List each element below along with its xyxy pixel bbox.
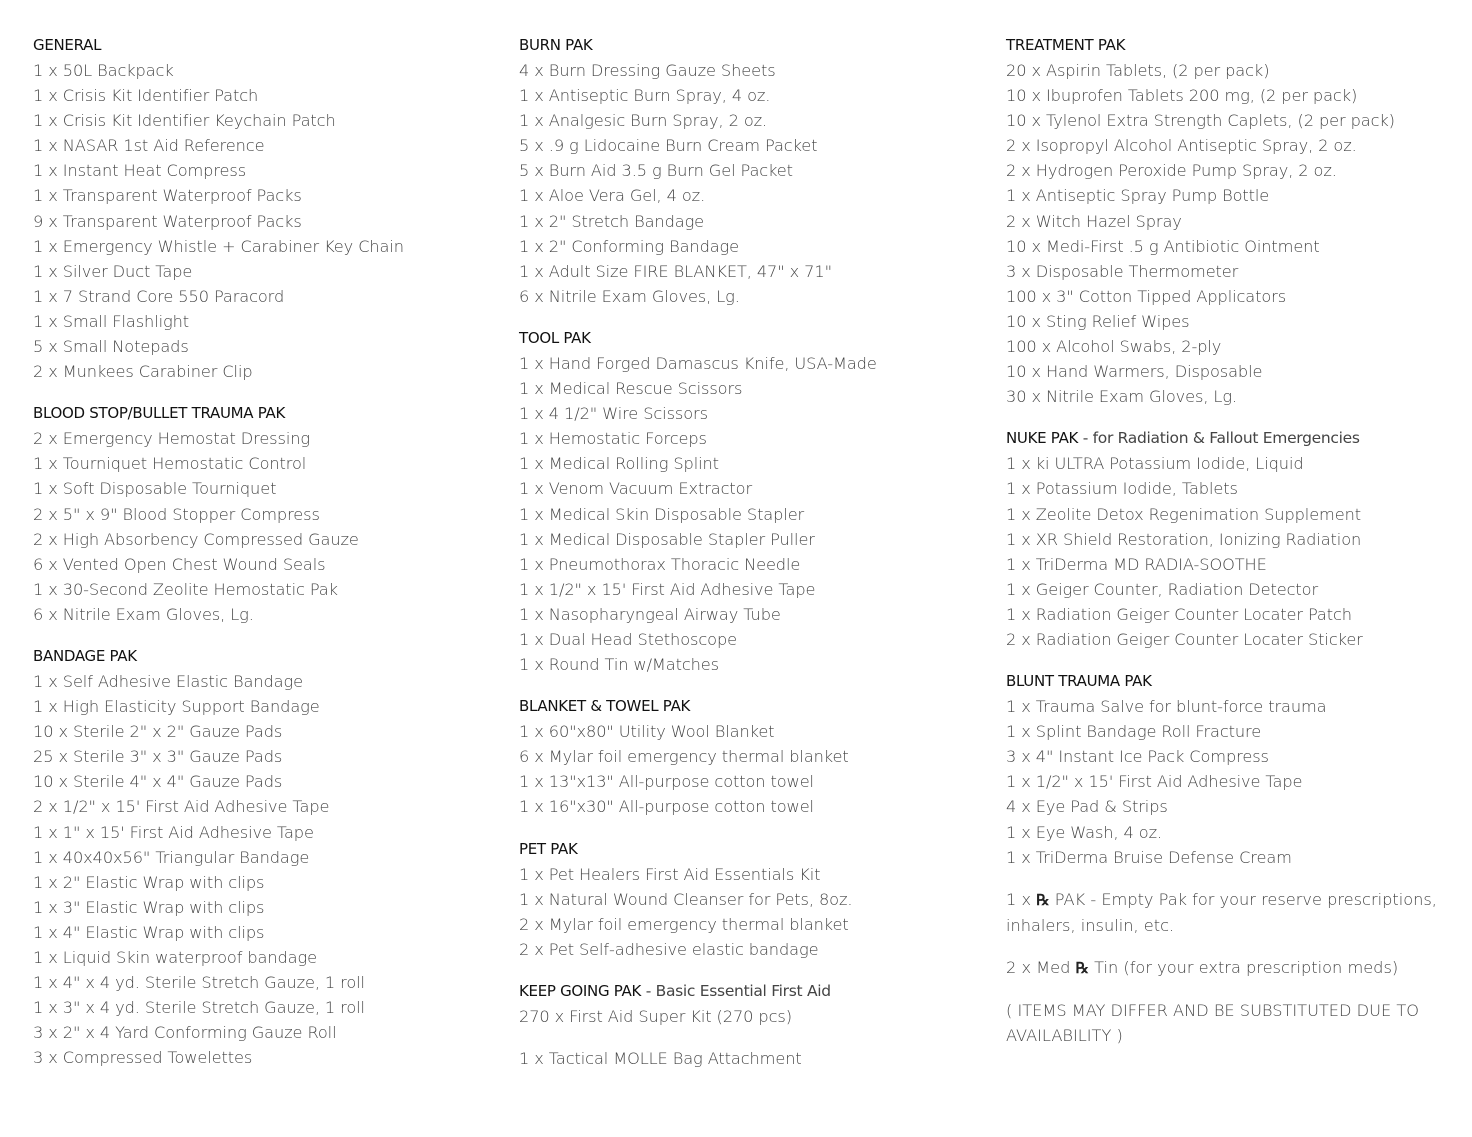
rx-pak-paragraph bbox=[1006, 887, 1446, 938]
treatment-item: 1 x Antiseptic Spray Pump Bottle bbox=[1006, 186, 1270, 206]
treatment-item: 10 x Tylenol Extra Strength Caplets, (2 per pack) bbox=[1006, 111, 1395, 131]
blunt-item: 1 x Trauma Salve for blunt-force trauma bbox=[1006, 697, 1327, 717]
nuke-item: 1 x Geiger Counter, Radiation Detector bbox=[1006, 579, 1319, 599]
treatment-item: 100 x Alcohol Swabs, 2-ply bbox=[1006, 337, 1222, 357]
general-item: 2 x Munkees Carabiner Clip bbox=[33, 362, 253, 382]
column-2 bbox=[519, 33, 989, 1071]
bandage-item: 1 x 1" x 15' First Aid Adhesive Tape bbox=[33, 822, 314, 842]
blood-stop-item: 2 x Emergency Hemostat Dressing bbox=[33, 429, 311, 449]
bandage-section bbox=[33, 644, 493, 1071]
bandage-item: 1 x 3" Elastic Wrap with clips bbox=[33, 897, 265, 917]
bandage-item: 10 x Sterile 4" x 4" Gauze Pads bbox=[33, 772, 283, 792]
general-item: 1 x Instant Heat Compress bbox=[33, 161, 247, 181]
treatment-item: 2 x Isopropyl Alcohol Antiseptic Spray, 2 oz. bbox=[1006, 136, 1357, 156]
treatment-item: 20 x Aspirin Tablets, (2 per pack) bbox=[1006, 61, 1270, 80]
burn-item: 1 x Aloe Vera Gel, 4 oz. bbox=[519, 186, 706, 206]
blanket-item: 1 x 16"x30" All-purpose cotton towel bbox=[519, 797, 814, 817]
general-item: 1 x Small Flashlight bbox=[33, 311, 190, 331]
treatment-section bbox=[1006, 33, 1446, 409]
column-1 bbox=[33, 33, 493, 1087]
keep-going-subtitle: - Basic Essential First Aid bbox=[641, 981, 831, 1000]
tool-item: 1 x Medical Rescue Scissors bbox=[519, 379, 743, 399]
blood-stop-item: 1 x Soft Disposable Tourniquet bbox=[33, 479, 277, 499]
blood-stop-heading: BLOOD STOP/BULLET TRAUMA PAK bbox=[33, 404, 285, 423]
general-item: 1 x 50L Backpack bbox=[33, 61, 174, 80]
bandage-item: 2 x 1/2" x 15' First Aid Adhesive Tape bbox=[33, 797, 330, 817]
med-tin-suffix: Tin (for your extra prescription meds) bbox=[1088, 957, 1399, 977]
tool-item: 1 x Hand Forged Damascus Knife, USA-Made bbox=[519, 353, 877, 373]
blunt-section bbox=[1006, 669, 1446, 870]
bandage-item: 3 x 2" x 4 Yard Conforming Gauze Roll bbox=[33, 1023, 337, 1043]
bandage-item: 1 x 4" Elastic Wrap with clips bbox=[33, 922, 265, 942]
blood-stop-item: 6 x Nitrile Exam Gloves, Lg. bbox=[33, 604, 254, 624]
nuke-title: NUKE PAK bbox=[1006, 429, 1079, 448]
blanket-heading: BLANKET & TOWEL PAK bbox=[519, 697, 691, 716]
blanket-section bbox=[519, 694, 989, 819]
tool-item: 1 x Medical Rolling Splint bbox=[519, 454, 719, 474]
blood-stop-item: 2 x High Absorbency Compressed Gauze bbox=[33, 529, 359, 549]
pet-item: 2 x Mylar foil emergency thermal blanket bbox=[519, 914, 849, 934]
general-item: 1 x Transparent Waterproof Packs bbox=[33, 186, 302, 206]
treatment-item: 10 x Hand Warmers, Disposable bbox=[1006, 362, 1263, 382]
treatment-item: 10 x Ibuprofen Tablets 200 mg, (2 per pack) bbox=[1006, 86, 1358, 106]
blunt-item: 3 x 4" Instant Ice Pack Compress bbox=[1006, 747, 1269, 767]
rx-pak-prefix: 1 x bbox=[1006, 889, 1037, 909]
treatment-item: 10 x Sting Relief Wipes bbox=[1006, 311, 1190, 331]
blanket-item: 6 x Mylar foil emergency thermal blanket bbox=[519, 747, 849, 767]
tool-section bbox=[519, 326, 989, 677]
tool-item: 1 x Medical Skin Disposable Stapler bbox=[519, 504, 805, 524]
treatment-item: 2 x Witch Hazel Spray bbox=[1006, 211, 1182, 231]
burn-item: 5 x .9 g Lidocaine Burn Cream Packet bbox=[519, 136, 818, 156]
blood-stop-item: 6 x Vented Open Chest Wound Seals bbox=[33, 554, 326, 574]
blunt-item: 1 x Splint Bandage Roll Fracture bbox=[1006, 722, 1262, 742]
nuke-item: 1 x Potassium Iodide, Tablets bbox=[1006, 479, 1238, 499]
rx-pak-line1: PAK - Empty Pak for your reserve prescriptions, bbox=[1049, 889, 1437, 909]
bandage-item: 1 x Self Adhesive Elastic Bandage bbox=[33, 671, 303, 691]
general-item: 5 x Small Notepads bbox=[33, 337, 189, 357]
nuke-subtitle: - for Radiation & Fallout Emergencies bbox=[1078, 429, 1360, 448]
blunt-item: 1 x TriDerma Bruise Defense Cream bbox=[1006, 847, 1292, 867]
burn-item: 1 x 2" Stretch Bandage bbox=[519, 211, 705, 231]
general-item: 1 x 7 Strand Core 550 Paracord bbox=[33, 286, 285, 306]
keep-going-heading bbox=[519, 979, 989, 1004]
general-item: 9 x Transparent Waterproof Packs bbox=[33, 211, 302, 231]
tool-item: 1 x Hemostatic Forceps bbox=[519, 429, 707, 449]
burn-item: 5 x Burn Aid 3.5 g Burn Gel Packet bbox=[519, 161, 793, 181]
blood-stop-item: 2 x 5" x 9" Blood Stopper Compress bbox=[33, 504, 320, 524]
molle-item: 1 x Tactical MOLLE Bag Attachment bbox=[519, 1049, 802, 1068]
burn-heading: BURN PAK bbox=[519, 36, 593, 54]
burn-item: 6 x Nitrile Exam Gloves, Lg. bbox=[519, 286, 740, 306]
tool-item: 1 x Round Tin w/Matches bbox=[519, 655, 720, 675]
rx-symbol-icon: ℞ bbox=[1036, 890, 1050, 909]
blunt-heading: BLUNT TRAUMA PAK bbox=[1006, 672, 1152, 691]
rx-symbol-icon: ℞ bbox=[1075, 958, 1089, 977]
general-heading: GENERAL bbox=[33, 36, 102, 54]
bandage-item: 25 x Sterile 3" x 3" Gauze Pads bbox=[33, 747, 283, 767]
treatment-item: 10 x Medi-First .5 g Antibiotic Ointment bbox=[1006, 236, 1320, 256]
bandage-item: 1 x 4" x 4 yd. Sterile Stretch Gauze, 1 roll bbox=[33, 973, 365, 993]
blood-stop-item: 1 x Tourniquet Hemostatic Control bbox=[33, 454, 307, 474]
treatment-item: 30 x Nitrile Exam Gloves, Lg. bbox=[1006, 387, 1238, 407]
pet-item: 2 x Pet Self-adhesive elastic bandage bbox=[519, 939, 819, 959]
treatment-item: 100 x 3" Cotton Tipped Applicators bbox=[1006, 286, 1287, 306]
tool-item: 1 x Nasopharyngeal Airway Tube bbox=[519, 604, 781, 624]
blood-stop-item: 1 x 30-Second Zeolite Hemostatic Pak bbox=[33, 579, 338, 599]
burn-item: 4 x Burn Dressing Gauze Sheets bbox=[519, 61, 776, 80]
tool-heading: TOOL PAK bbox=[519, 328, 591, 347]
tool-item: 1 x Pneumothorax Thoracic Needle bbox=[519, 554, 801, 574]
general-item: 1 x Crisis Kit Identifier Patch bbox=[33, 86, 259, 106]
pet-item: 1 x Natural Wound Cleanser for Pets, 8oz. bbox=[519, 889, 853, 909]
general-item: 1 x Crisis Kit Identifier Keychain Patch bbox=[33, 111, 336, 131]
bandage-item: 1 x Liquid Skin waterproof bandage bbox=[33, 948, 317, 967]
nuke-item: 1 x ki ULTRA Potassium Iodide, Liquid bbox=[1006, 454, 1304, 474]
keep-going-title: KEEP GOING PAK bbox=[519, 981, 642, 1000]
burn-item: 1 x Analgesic Burn Spray, 2 oz. bbox=[519, 111, 768, 131]
nuke-item: 1 x TriDerma MD RADIA-SOOTHE bbox=[1006, 554, 1267, 574]
blunt-item: 1 x 1/2" x 15' First Aid Adhesive Tape bbox=[1006, 772, 1303, 792]
general-item: 1 x NASAR 1st Aid Reference bbox=[33, 136, 265, 156]
blunt-item: 1 x Eye Wash, 4 oz. bbox=[1006, 822, 1163, 842]
bandage-item: 1 x 2" Elastic Wrap with clips bbox=[33, 872, 265, 892]
general-item: 1 x Silver Duct Tape bbox=[33, 261, 193, 281]
med-tin-paragraph bbox=[1006, 955, 1446, 981]
nuke-item: 1 x XR Shield Restoration, Ionizing Radiation bbox=[1006, 529, 1362, 549]
tool-item: 1 x Venom Vacuum Extractor bbox=[519, 479, 753, 499]
burn-item: 1 x Adult Size FIRE BLANKET, 47" x 71" bbox=[519, 261, 832, 281]
availability-note: ( ITEMS MAY DIFFER AND BE SUBSTITUTED DUE TO AVAILABILITY ) bbox=[1006, 1001, 1419, 1046]
treatment-heading: TREATMENT PAK bbox=[1006, 36, 1126, 54]
tool-item: 1 x Dual Head Stethoscope bbox=[519, 629, 737, 649]
burn-item: 1 x Antiseptic Burn Spray, 4 oz. bbox=[519, 86, 771, 106]
treatment-item: 2 x Hydrogen Peroxide Pump Spray, 2 oz. bbox=[1006, 161, 1337, 181]
keep-going-item: 270 x First Aid Super Kit (270 pcs) bbox=[519, 1006, 792, 1026]
bandage-item: 1 x 40x40x56" Triangular Bandage bbox=[33, 847, 310, 867]
pet-item: 1 x Pet Healers First Aid Essentials Kit bbox=[519, 864, 821, 884]
tool-item: 1 x 1/2" x 15' First Aid Adhesive Tape bbox=[519, 579, 816, 599]
blunt-item: 4 x Eye Pad & Strips bbox=[1006, 797, 1168, 817]
column-3 bbox=[1006, 33, 1446, 1048]
blood-stop-section bbox=[33, 401, 493, 627]
bandage-heading: BANDAGE PAK bbox=[33, 646, 137, 665]
keep-going-section bbox=[519, 979, 989, 1029]
nuke-item: 1 x Zeolite Detox Regenimation Supplement bbox=[1006, 504, 1361, 524]
nuke-heading bbox=[1006, 426, 1446, 451]
med-tin-prefix: 2 x Med bbox=[1006, 957, 1076, 977]
nuke-section bbox=[1006, 426, 1446, 652]
tool-item: 1 x Medical Disposable Stapler Puller bbox=[519, 529, 815, 549]
bandage-item: 1 x 3" x 4 yd. Sterile Stretch Gauze, 1 roll bbox=[33, 998, 365, 1018]
bandage-item: 10 x Sterile 2" x 2" Gauze Pads bbox=[33, 722, 283, 742]
blanket-item: 1 x 13"x13" All-purpose cotton towel bbox=[519, 772, 814, 792]
pet-section bbox=[519, 837, 989, 962]
rx-pak-line2: inhalers, insulin, etc. bbox=[1006, 915, 1175, 935]
bandage-item: 3 x Compressed Towelettes bbox=[33, 1048, 253, 1068]
burn-section bbox=[519, 33, 989, 309]
nuke-item: 1 x Radiation Geiger Counter Locater Patch bbox=[1006, 604, 1352, 624]
treatment-item: 3 x Disposable Thermometer bbox=[1006, 261, 1239, 281]
general-section bbox=[33, 33, 493, 384]
tool-item: 1 x 4 1/2" Wire Scissors bbox=[519, 404, 708, 424]
general-item: 1 x Emergency Whistle + Carabiner Key Chain bbox=[33, 236, 404, 256]
nuke-item: 2 x Radiation Geiger Counter Locater Sticker bbox=[1006, 629, 1363, 649]
burn-item: 1 x 2" Conforming Bandage bbox=[519, 236, 740, 256]
bandage-item: 1 x High Elasticity Support Bandage bbox=[33, 697, 320, 717]
pet-heading: PET PAK bbox=[519, 839, 578, 858]
blanket-item: 1 x 60"x80" Utility Wool Blanket bbox=[519, 722, 775, 742]
